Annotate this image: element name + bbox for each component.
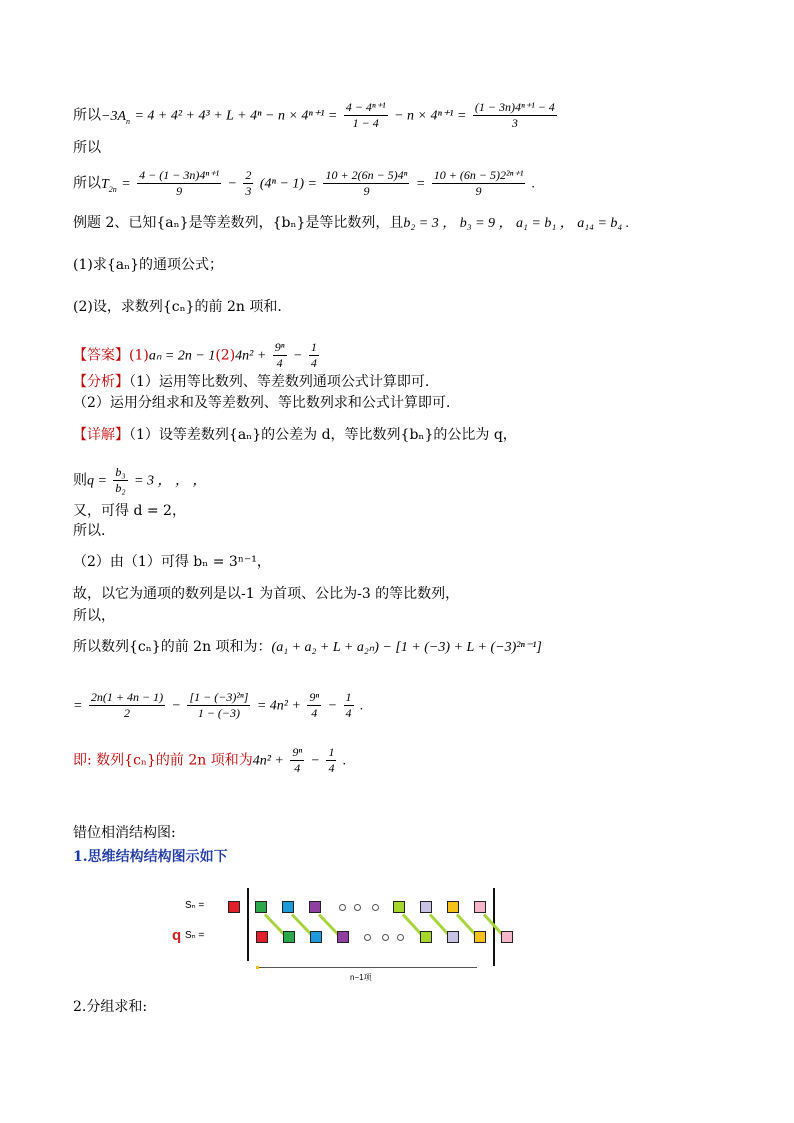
connector-line — [318, 913, 342, 938]
answer-math: 4n² + — [235, 348, 267, 364]
row1-square — [393, 901, 405, 913]
detail-line-8 — [73, 638, 542, 657]
section-bottom: 2.分组求和: — [73, 999, 148, 1015]
math-text: = 4n² + — [256, 698, 301, 714]
math-text: . — [531, 176, 536, 192]
fraction: $\frac{\text{4 − (1 − 3n)4ⁿ⁺¹}}{9}$ — [139, 168, 220, 198]
row1-square — [282, 901, 294, 913]
analysis-tag: 【分析】 — [73, 374, 129, 390]
detail-line-3: 又，可得 d = 2， — [73, 503, 186, 519]
fraction: $\frac{1}{4}$ — [310, 340, 317, 370]
math-lhs: $-3A_n$ — [101, 108, 130, 126]
row1-square — [420, 901, 432, 913]
math-text: = — [121, 176, 131, 192]
text: 则 — [73, 472, 87, 489]
math-series: = 4 + 4² + 4³ + L + 4ⁿ − n × 4ⁿ⁺¹ = — [134, 108, 338, 124]
connector-line — [402, 913, 425, 938]
question-2: (2)设，求数列{cₙ}的前 2n 项和. — [73, 299, 282, 315]
detail-tag: 【详解】 — [73, 427, 129, 443]
analysis-line-1 — [73, 373, 429, 391]
row1-square — [447, 901, 459, 913]
row2-square — [256, 931, 268, 943]
math-text: − — [171, 698, 181, 714]
math-text: (a₁ + a₂ + L + a₂ₙ) − [1 + (−3) + L + (−3)²ⁿ⁻¹] — [271, 640, 542, 655]
answer-line — [73, 340, 321, 371]
fraction: $\frac{\text{9ⁿ}}{4}$ — [309, 690, 320, 720]
math-lhs: $T_{2n}$ — [101, 176, 117, 194]
row1-square — [228, 901, 240, 913]
fraction: $\frac{\text{b₃}}{\text{b₂}}$ — [115, 465, 126, 495]
row2-square — [501, 931, 513, 943]
span-line — [259, 967, 477, 968]
formula-line-3 — [73, 168, 535, 199]
formula-line-1 — [73, 100, 559, 131]
math-text: = — [73, 698, 83, 714]
fraction: $\frac{\text{10 + (6n − 5)2²ⁿ⁺¹}}{9}$ — [433, 168, 524, 198]
math-text: − — [227, 176, 237, 192]
section-title: 错位相消结构图: — [73, 825, 176, 841]
connector-line — [291, 913, 315, 938]
example-statement — [73, 214, 629, 233]
row2-label: Sₙ = — [185, 930, 205, 941]
detail-line-1 — [73, 426, 517, 444]
text: 所以数列{cₙ}的前 2n 项和为： — [73, 639, 272, 655]
math-text: . — [359, 698, 364, 714]
math-text: − n × 4ⁿ⁺¹ = — [394, 108, 467, 124]
detail-text: （1）设等差数列{aₙ}的公差为 d，等比数列{bₙ}的公比为 q， — [129, 427, 517, 443]
ellipsis-circle — [354, 904, 361, 911]
fraction: $\frac{\text{9ⁿ}}{4}$ — [274, 340, 285, 370]
fraction: $\frac{\text{4 − 4ⁿ⁺¹}}{1 - 4}$ — [345, 100, 386, 130]
section-subtitle: 1.思维结构结构图示如下 — [73, 849, 228, 865]
span-dot — [256, 966, 259, 969]
analysis-text: （1）运用等比数列、等差数列通项公式计算即可. — [129, 374, 430, 390]
fraction: $\frac{\text{10 + 2(6n − 5)4ⁿ}}{9}$ — [325, 168, 408, 198]
math-text: 4n² + — [252, 753, 284, 769]
text: 所以 — [73, 107, 101, 124]
fraction: $\frac{2n(1 + 4n - 1)}{2}$ — [90, 690, 164, 720]
row1-square — [309, 901, 321, 913]
right-bar — [493, 888, 495, 966]
fraction: $\frac{\text{9ⁿ}}{4}$ — [292, 745, 303, 775]
conclusion-text: 即: 数列{cₙ}的前 2n 项和为 — [73, 752, 253, 769]
row1-square — [474, 901, 486, 913]
connector-line — [429, 913, 452, 938]
ellipsis-circle — [382, 934, 389, 941]
fraction: $\frac{\text{[1 − (−3)²ⁿ]}}{1 - (-3)}$ — [189, 690, 249, 720]
detail-line-6: 故，以它为通项的数列是以-1 为首项、公比为-3 的等比数列， — [73, 586, 460, 602]
connector-line — [456, 913, 479, 938]
row2-q: q — [172, 927, 182, 944]
example-math: b₂ = 3 ， b₃ = 9 ， a₁ = b₁ ， a₁₄ = b₄ . — [403, 216, 630, 231]
connector-line — [264, 913, 288, 938]
analysis-line-2: （2）运用分组求和及等差数列、等比数列求和公式计算即可. — [73, 395, 451, 411]
ellipsis-circle — [339, 904, 346, 911]
row2-square — [474, 931, 486, 943]
detail-line-2 — [73, 465, 206, 496]
detail-line-9 — [73, 690, 363, 721]
fraction: $\frac{1}{4}$ — [345, 690, 352, 720]
fraction: $\frac{\text{(1 − 3n)4ⁿ⁺¹ − 4}}{3}$ — [474, 100, 555, 130]
math-text: q = — [87, 473, 107, 489]
answer-part: (1) — [129, 347, 149, 364]
question-1: (1)求{aₙ}的通项公式； — [73, 257, 224, 273]
math-text: = — [415, 176, 426, 192]
row2-square — [420, 931, 432, 943]
fraction: $\frac{1}{4}$ — [328, 745, 335, 775]
math-text: (4ⁿ − 1) = — [259, 176, 318, 192]
detail-line-7: 所以， — [73, 608, 115, 624]
answer-math: aₙ = 2n − 1 — [148, 348, 216, 364]
answer-part: (2) — [215, 347, 236, 364]
detail-line-5: （2）由（1）可得 bₙ = 3ⁿ⁻¹， — [73, 554, 271, 570]
row2-square — [283, 931, 295, 943]
row2-square — [447, 931, 459, 943]
connector-line — [483, 913, 506, 938]
row2-square — [337, 931, 349, 943]
detail-line-4: 所以. — [73, 523, 106, 539]
row1-square — [255, 901, 267, 913]
example-label: 例题 2、 — [73, 215, 129, 231]
row2-square — [310, 931, 322, 943]
text-line-2: 所以 — [73, 140, 101, 156]
left-bar — [247, 888, 249, 961]
answer-tag: 【答案】 — [73, 347, 129, 364]
math-text: . — [342, 753, 347, 769]
math-text: = 3 ， ， ， — [134, 473, 207, 489]
ellipsis-circle — [397, 934, 404, 941]
row1-label: Sₙ = — [185, 900, 205, 911]
fraction: $\frac{2}{3}$ — [245, 168, 252, 198]
example-text: 已知{aₙ}是等差数列，{bₙ}是等比数列，且 — [128, 215, 404, 231]
span-label: n−1项 — [350, 973, 372, 982]
ellipsis-circle — [372, 904, 379, 911]
text: 所以 — [73, 175, 101, 192]
answer-math: − — [293, 348, 303, 364]
math-text: − — [310, 753, 320, 769]
detail-line-10 — [73, 745, 346, 776]
math-text: − — [327, 698, 338, 714]
ellipsis-circle — [364, 934, 371, 941]
